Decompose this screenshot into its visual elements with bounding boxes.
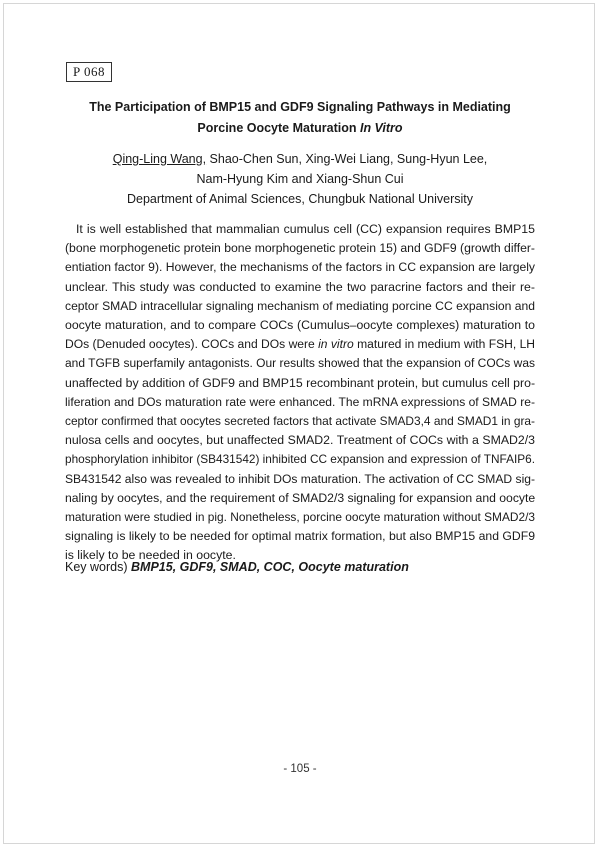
abstract-line: naling by oocytes, and the requirement of SMAD2/3 signaling for expansion and oocyte xyxy=(65,490,536,505)
abstract-line: ceptor confirmed that oocytes secreted factors that activate SMAD3,4 and SMAD1 in gra- xyxy=(65,414,535,429)
author-line-2: Nam-Hyung Kim and Xiang-Shun Cui xyxy=(196,172,404,186)
affiliation: Department of Animal Sciences, Chungbuk National University xyxy=(126,192,473,206)
abstract-line: entiation factor 9). However, the mechanisms of the factors in CC expansion are largely xyxy=(65,260,535,275)
abstract-line: oocyte maturation, and to compare COCs (Cumulus–oocyte complexes) maturation to xyxy=(65,318,535,333)
title-line-2-main: Porcine Oocyte Maturation xyxy=(197,121,357,135)
abstract-line: is likely to be needed in oocyte. xyxy=(65,548,236,563)
abstract-line: maturation were studied in pig. Nonetheless, porcine oocyte maturation without SMAD2/3 xyxy=(65,510,535,525)
keywords-values: BMP15, GDF9, SMAD, COC, Oocyte maturation xyxy=(131,560,409,574)
abstract-line: phosphorylation inhibitor (SB431542) inhibited CC expansion and expression of TNFAIP6. xyxy=(65,452,535,467)
abstract-line: nulosa cells and oocytes, but unaffected SMAD2. Treatment of COCs with a SMAD2/3 xyxy=(65,433,535,448)
abstract-line: signaling is likely to be needed for optimal matrix formation, but also BMP15 and GDF9 xyxy=(65,529,535,544)
author-block xyxy=(0,149,600,209)
abstract-line-mixed xyxy=(65,335,535,354)
page-number: - 105 - xyxy=(283,763,317,775)
author-line-1 xyxy=(0,149,600,169)
paper-title xyxy=(0,97,600,139)
abstract-line: It is well established that mammalian cumulus cell (CC) expansion requires BMP15 xyxy=(76,222,535,236)
title-line-2-italic: In Vitro xyxy=(359,121,403,135)
keywords-label: Key words) xyxy=(65,560,128,574)
abstract-body xyxy=(65,220,535,566)
abstract-line: ceptor SMAD intracellular signaling mechanism of mediating porcine CC expansion and xyxy=(65,298,535,313)
abstract-segment: matured in medium with FSH, LH xyxy=(357,337,536,352)
abstract-segment: DOs (Denuded oocytes). COCs and DOs were xyxy=(65,337,315,352)
abstract-line: (bone morphogenetic protein bone morphogenetic protein 15) and GDF9 (growth differ- xyxy=(65,241,535,256)
abstract-italic-segment: in vitro xyxy=(318,337,354,352)
presenting-author: Qing-Ling Wang, xyxy=(112,152,207,166)
title-line-1: The Participation of BMP15 and GDF9 Signaling Pathways in Mediating xyxy=(89,100,511,114)
poster-id-box: P 068 xyxy=(66,62,112,82)
title-line-2 xyxy=(0,118,600,139)
abstract-line: unclear. This study was conducted to examine the two paracrine factors and their re- xyxy=(65,279,535,294)
abstract-line: unaffected by addition of GDF9 and BMP15 recombinant protein, but cumulus cell pro- xyxy=(65,375,536,390)
abstract-line: and TGFB superfamily antagonists. Our results showed that the expansion of COCs was xyxy=(65,356,535,371)
abstract-line: liferation and DOs maturation rate were enhanced. The mRNA expressions of SMAD re- xyxy=(65,394,535,409)
keywords xyxy=(65,557,535,577)
abstract-line: SB431542 also was revealed to inhibit DOs maturation. The activation of CC SMAD sig- xyxy=(65,471,535,486)
co-authors-1: Shao-Chen Sun, Xing-Wei Liang, Sung-Hyun Lee, xyxy=(209,152,488,166)
